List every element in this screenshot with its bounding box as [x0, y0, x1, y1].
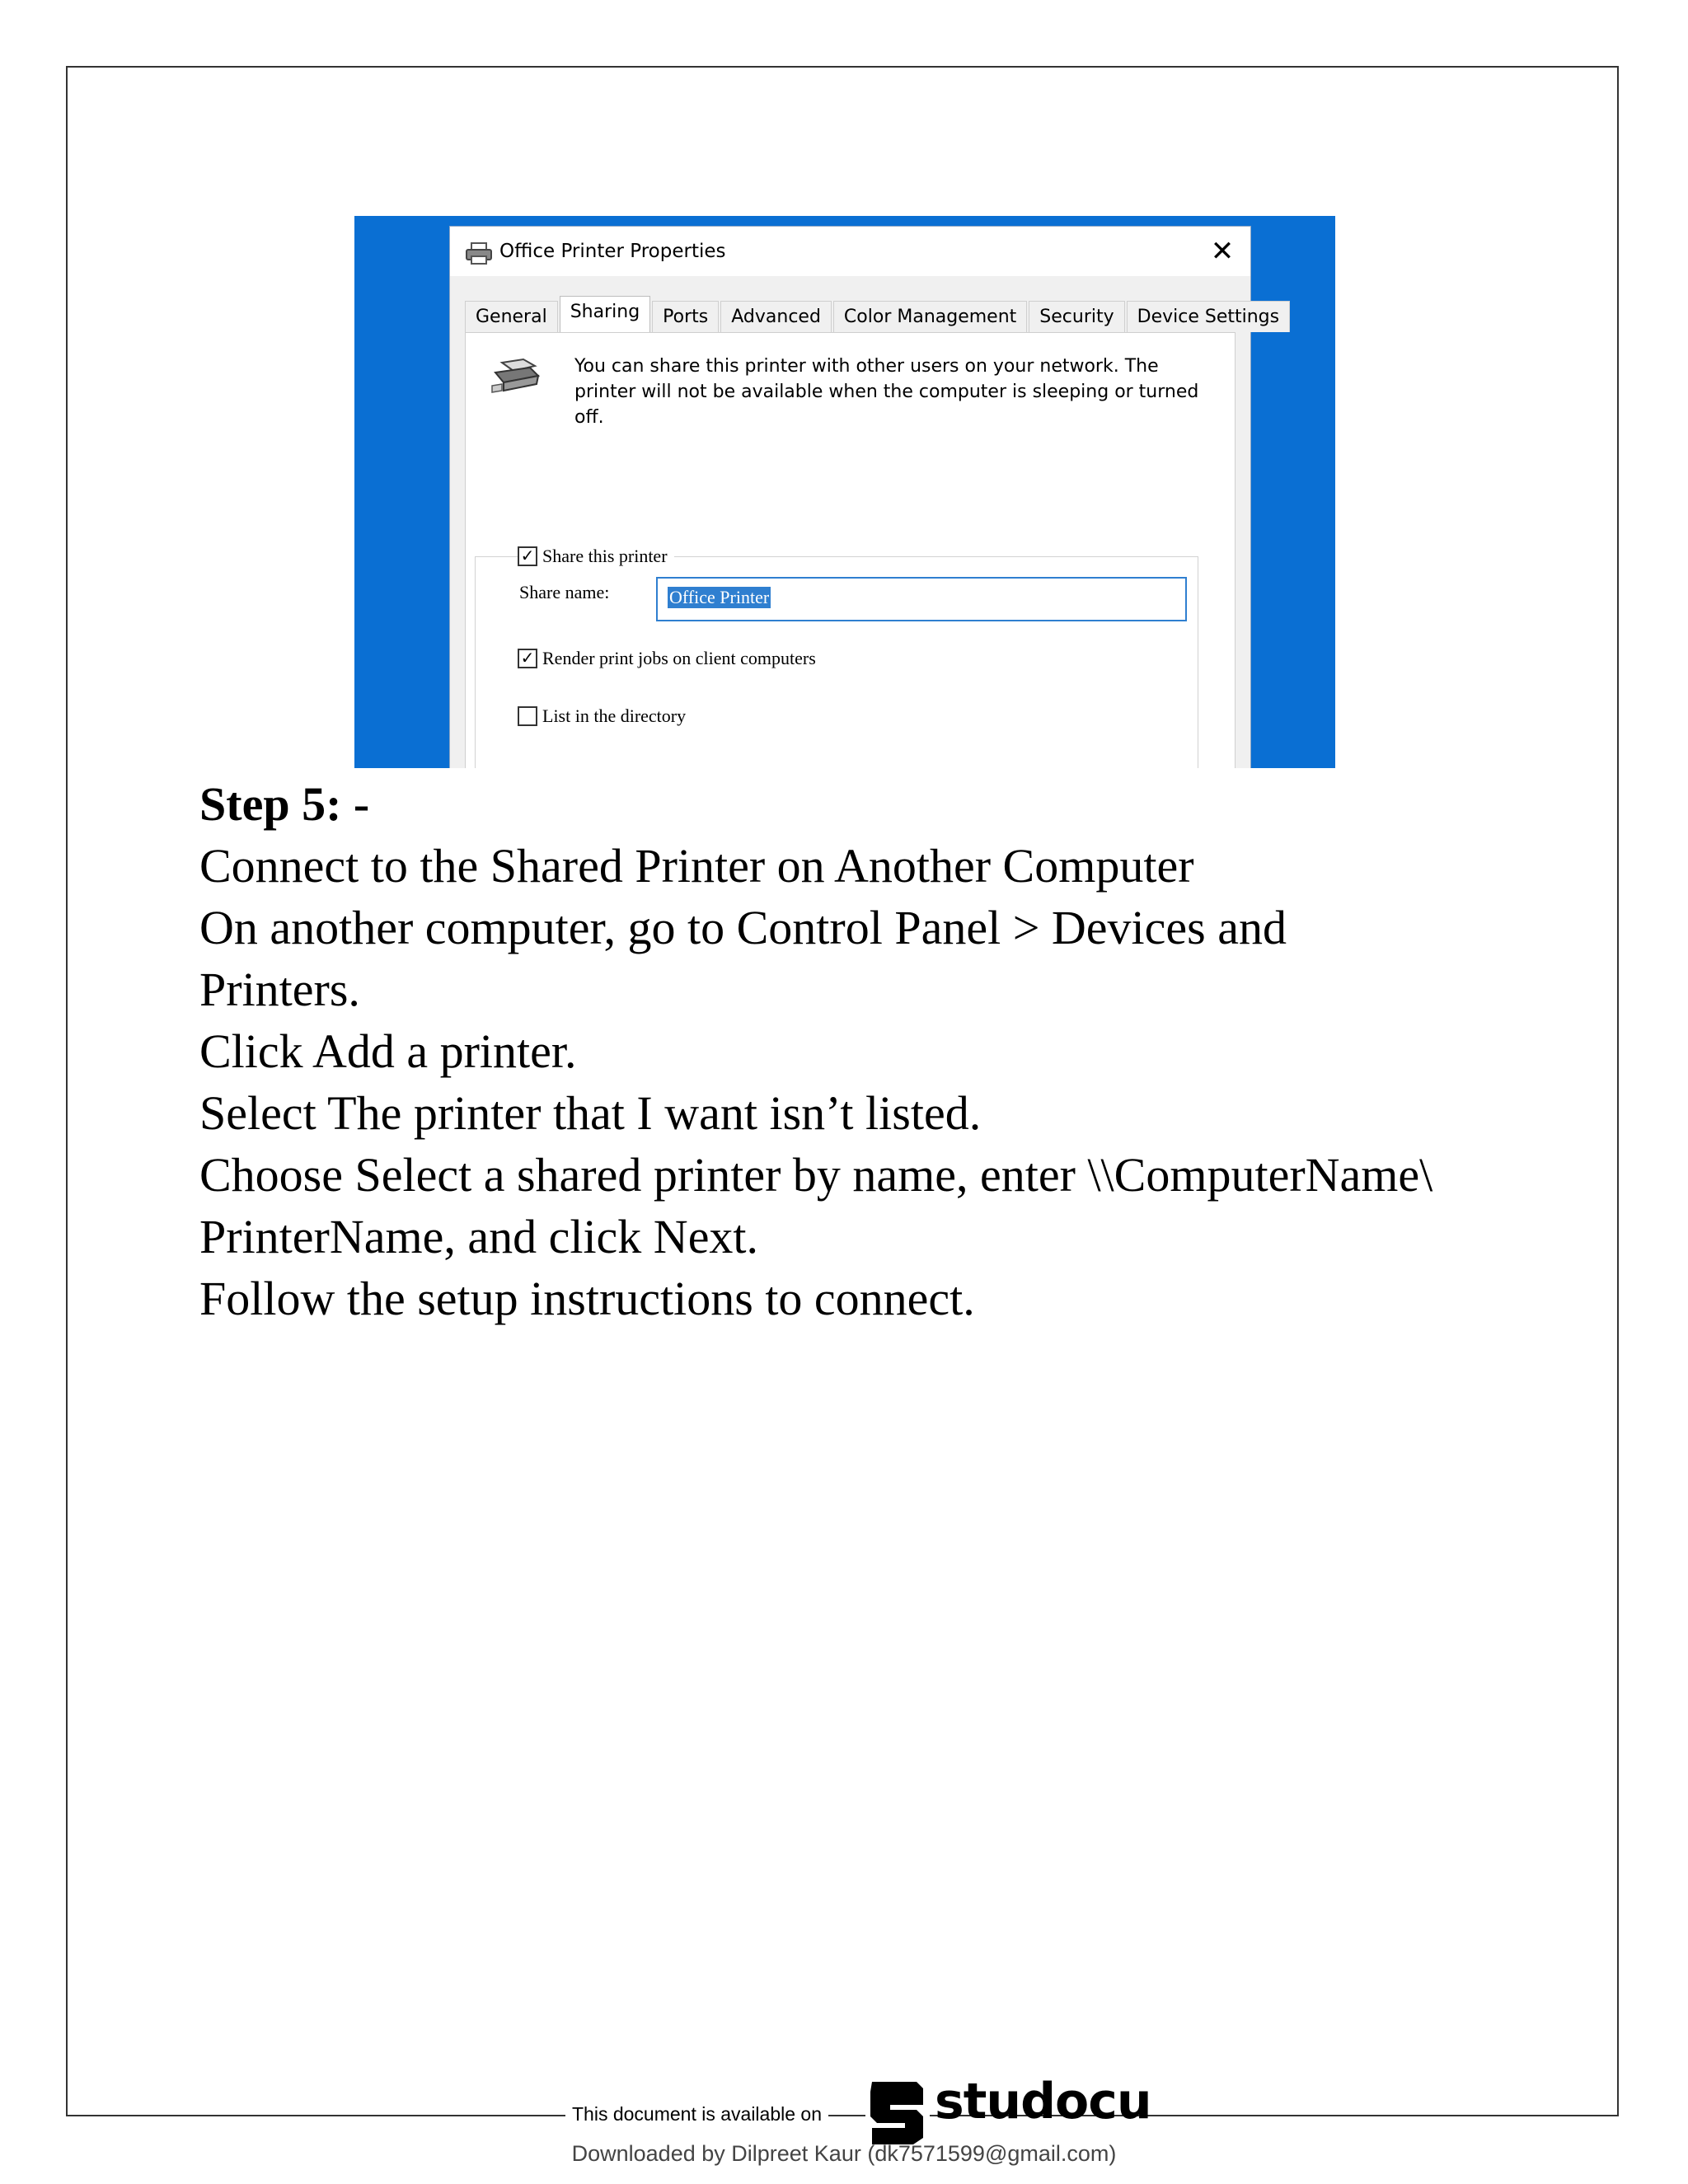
downloaded-by-text: Downloaded by Dilpreet Kaur (dk7571599@gmail.com) [571, 2141, 1117, 2166]
printer-icon [465, 241, 493, 265]
tab-sharing[interactable]: Sharing [560, 296, 650, 332]
tab-device-settings[interactable]: Device Settings [1127, 301, 1290, 332]
close-button[interactable] [1206, 235, 1239, 268]
render-jobs-checkbox[interactable]: ✓ [518, 649, 537, 668]
close-icon: ✕ [1210, 235, 1235, 268]
list-in-directory-checkbox[interactable] [518, 706, 537, 726]
tab-color-management[interactable]: Color Management [833, 301, 1027, 332]
share-this-printer-checkbox[interactable]: ✓ [518, 546, 537, 566]
tab-strip [465, 301, 1292, 334]
tab-ports[interactable]: Ports [652, 301, 719, 332]
availability-text: This document is available on [565, 2103, 828, 2125]
sharing-info-text: You can share this printer with other users on your network. The printer will not be available when the computer is sleeping or turned off. [574, 356, 1199, 428]
list-in-directory-checkbox-row[interactable] [518, 705, 692, 727]
title-bar [450, 227, 1250, 276]
render-jobs-checkbox-row[interactable] [518, 648, 823, 669]
share-this-printer-checkbox-row[interactable] [518, 546, 674, 567]
body-line: Follow the setup instructions to connect. [199, 1272, 975, 1325]
dialog-title: Office Printer Properties [499, 241, 726, 262]
share-this-printer-label: Share this printer [542, 546, 668, 566]
body-line: On another computer, go to Control Panel > Devices and [199, 901, 1287, 954]
body-line: Connect to the Shared Printer on Another Computer [199, 839, 1194, 893]
printer-properties-screenshot [354, 216, 1335, 768]
body-line: Choose Select a shared printer by name, enter \\ComputerName\ [199, 1148, 1433, 1202]
share-name-value: Office Printer [669, 587, 770, 607]
body-line: Click Add a printer. [199, 1024, 577, 1078]
render-jobs-label: Render print jobs on client computers [542, 648, 816, 668]
tab-security[interactable]: Security [1029, 301, 1124, 332]
studocu-logo-icon [865, 2077, 930, 2148]
share-name-label: Share name: [519, 582, 610, 602]
share-name-input[interactable] [656, 577, 1187, 621]
tab-general[interactable]: General [465, 301, 558, 332]
tab-advanced[interactable]: Advanced [720, 301, 832, 332]
body-line: Printers. [199, 963, 360, 1016]
step-heading: Step 5: - [199, 777, 370, 831]
document-body [199, 773, 1535, 1329]
brand-name[interactable]: studocu [935, 2073, 1151, 2130]
body-line: PrinterName, and click Next. [199, 1210, 759, 1263]
list-in-directory-label: List in the directory [542, 705, 687, 726]
shared-printer-icon [490, 358, 542, 394]
body-line: Select The printer that I want isn’t listed. [199, 1086, 982, 1140]
